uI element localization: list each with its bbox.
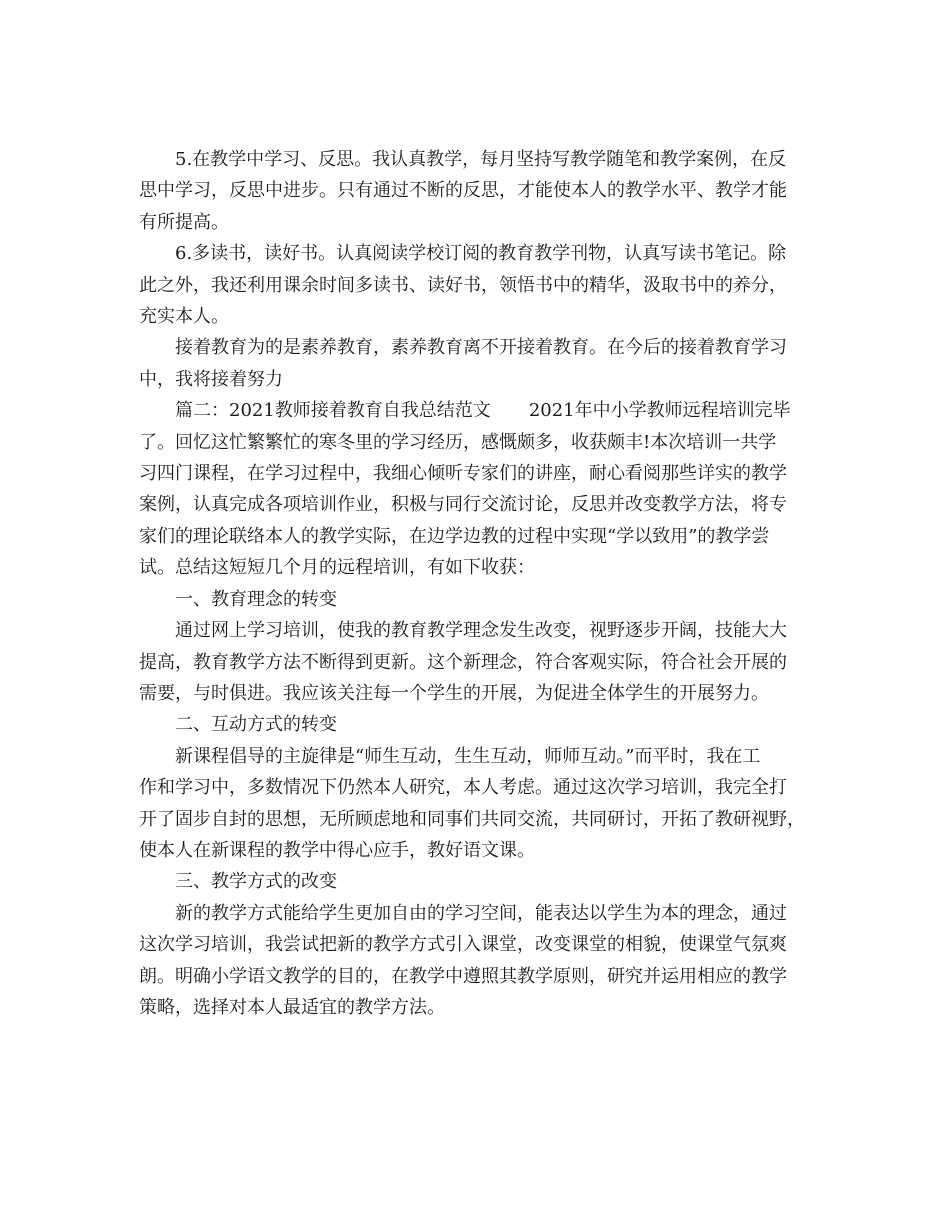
heading-interaction-mode: 二、互动方式的转变 (175, 714, 337, 736)
text-line: 家们的理论联络本人的教学实际，在边学边教的过程中实现“学以致用”的教学尝 (139, 525, 770, 547)
text-line: 案例，认真完成各项培训作业，积极与同行交流讨论，反思并改变教学方法，将专 (139, 494, 787, 516)
paragraph-continuing-education (139, 332, 814, 395)
text-line (139, 395, 814, 426)
section-intro: 2021年中小学教师远程培训完毕 (528, 400, 791, 422)
text-line: 需要，与时俱进。我应该关注每一个学生的开展，为促进全体学生的开展努力。 (139, 682, 769, 704)
text-line: 通过网上学习培训，使我的教育教学理念发生改变，视野逐步开阔，技能大大 (175, 620, 787, 642)
text-line: 提高，教育教学方法不断得到更新。这个新理念，符合客观实际，符合社会开展的 (139, 651, 787, 673)
text-line: 6.多读书，读好书。认真阅读学校订阅的教育教学刊物，认真写读书笔记。除 (175, 243, 787, 265)
paragraph-education-concept (139, 615, 814, 709)
text-line: 有所提高。 (139, 211, 229, 233)
text-line: 作和学习中，多数情况下仍然本人研究，本人考虑。通过这次学习培训，我完全打 (139, 777, 787, 799)
section-title: 篇二：2021教师接着教育自我总结范文 (175, 400, 491, 422)
text-line: 了。回忆这忙繁繁忙的寒冬里的学习经历，感慨颇多，收获颇丰!本次培训一共学 (139, 431, 777, 453)
text-line: 试。总结这短短几个月的远程培训，有如下收获： (139, 557, 535, 579)
text-line: 开了固步自封的思想，无所顾虑地和同事们共同交流，共同研讨，开拓了教研视野， (139, 808, 805, 830)
text-line: 使本人在新课程的教学中得心应手，教好语文课。 (139, 839, 535, 861)
text-line: 新课程倡导的主旋律是“师生互动，生生互动，师师互动。”而平时，我在工 (175, 745, 761, 767)
document-body (139, 144, 814, 1023)
paragraph-reflection (139, 144, 814, 238)
paragraph-teaching-mode (139, 898, 814, 1024)
heading-teaching-mode: 三、教学方式的改变 (175, 871, 337, 893)
text-line: 这次学习培训，我尝试把新的教学方式引入课堂，改变课堂的相貌，使课堂气氛爽 (139, 934, 787, 956)
text-line: 习四门课程，在学习过程中，我细心倾听专家们的讲座，耐心看阅那些详实的教学 (139, 463, 787, 485)
text-line: 新的教学方式能给学生更加自由的学习空间，能表达以学生为本的理念，通过 (175, 902, 787, 924)
text-line: 5.在教学中学习、反思。我认真教学，每月坚持写教学随笔和教学案例，在反 (175, 149, 787, 170)
text-line: 此之外，我还利用课余时间多读书、读好书，领悟书中的精华，汲取书中的养分， (139, 274, 787, 296)
text-line: 朗。明确小学语文教学的目的，在教学中遵照其教学原则，研究并运用相应的教学 (139, 965, 787, 987)
heading-education-concept: 一、教育理念的转变 (175, 588, 337, 610)
text-line: 中，我将接着努力 (139, 368, 283, 390)
text-line: 思中学习，反思中进步。只有通过不断的反思，才能使本人的教学水平、教学才能 (139, 180, 787, 202)
paragraph-part-two (139, 395, 814, 583)
text-line: 接着教育为的是素养教育，素养教育离不开接着教育。在今后的接着教育学习 (175, 337, 787, 359)
text-line: 充实本人。 (139, 306, 229, 328)
paragraph-interaction-mode (139, 741, 814, 867)
text-line: 策略，选择对本人最适宜的教学方法。 (139, 996, 445, 1018)
paragraph-reading (139, 238, 814, 332)
